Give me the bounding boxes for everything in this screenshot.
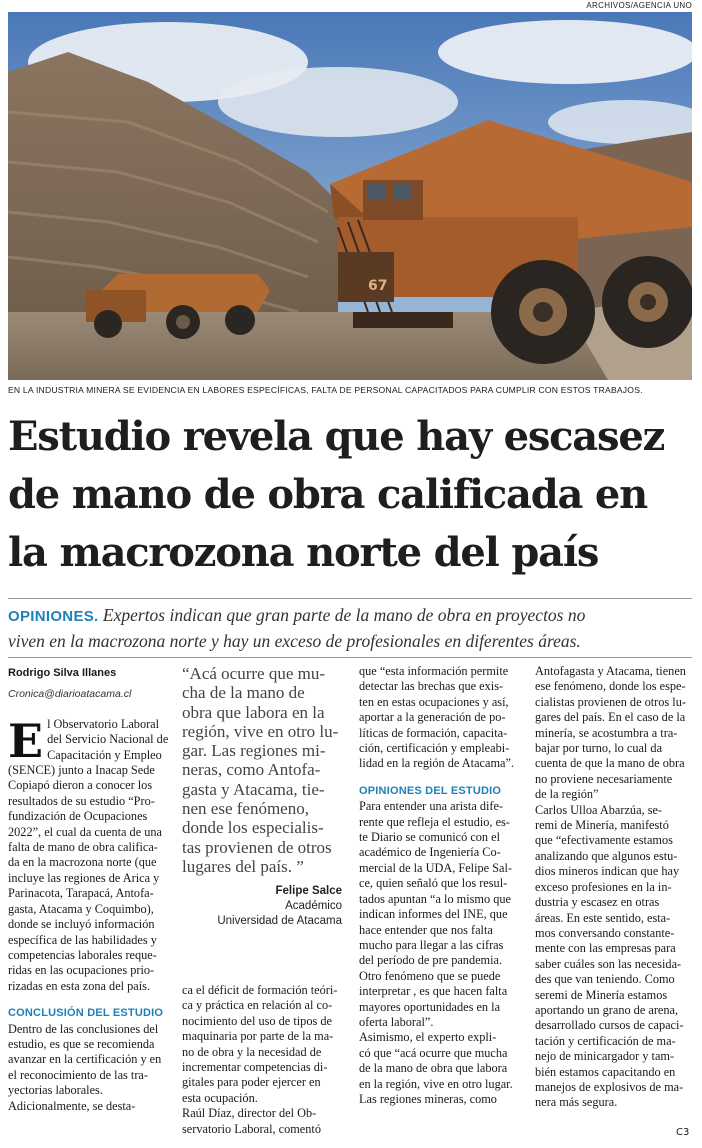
- col1-line: gasta, Atacama y Coquimbo),: [8, 901, 154, 916]
- col4-line: no proviene necesariamente: [535, 771, 673, 786]
- quote-line: gasta y Atacama, tie-: [182, 779, 325, 799]
- photo-caption: EN LA INDUSTRIA MINERA SE EVIDENCIA EN LABORES ESPECÍFICAS, FALTA DE PERSONAL CAPACITADOS PARA CUMPLIR CON ESTOS TRABAJOS.: [8, 385, 643, 395]
- column-1: [8, 664, 170, 1114]
- col4-line: des que van teniendo. Como: [535, 972, 675, 987]
- col4-line: dustria y escasez en otras: [535, 895, 660, 910]
- col4-line: seremi de Minería estamos: [535, 987, 668, 1002]
- col3-line: ción, certificación y empleabi-: [359, 741, 510, 756]
- col1-line: Parinacota, Tarapacá, Antofa-: [8, 886, 154, 901]
- col4-line: gares del país. En el caso de la: [535, 710, 686, 725]
- col1-line: incluye las regiones de Arica y: [8, 870, 160, 885]
- quote-line: región, vive en otro lu-: [182, 721, 339, 741]
- intro-paragraph: [8, 713, 170, 768]
- col4-line: que “efectivamente estamos: [535, 833, 673, 848]
- col3-line: aportar a la generación de po-: [359, 710, 506, 725]
- subhead-conclusion: CONCLUSIÓN DEL ESTUDIO: [8, 1007, 164, 1020]
- col1-line: (SENCE) junto a Inacap Sede: [8, 763, 155, 778]
- col1-line: falta de mano de obra califica-: [8, 840, 158, 855]
- col3-line: académico de Ingeniería Co-: [359, 845, 501, 860]
- quote-line: obra que labora en la: [182, 702, 325, 722]
- col3-line: Para entender una arista dife-: [359, 799, 504, 814]
- quote-text: [182, 664, 347, 876]
- col1-line: Adicionalmente, se desta-: [8, 1098, 136, 1113]
- col3-line: interpretar , es que hacen falta: [359, 984, 508, 999]
- col3-body-2: [359, 799, 525, 1107]
- col3-line: Otro fenómeno que se puede: [359, 968, 501, 983]
- mining-truck-illustration: [8, 12, 692, 380]
- divider-bottom: [8, 657, 692, 658]
- col3-line: Las regiones mineras, como: [359, 1091, 497, 1106]
- quote-line: lugares del país. ”: [182, 856, 304, 876]
- col1-line: estudio, es que se recomienda: [8, 1036, 155, 1051]
- col3-line: que “esta información permite: [359, 664, 509, 678]
- col1-line: competencias laborales reque-: [8, 947, 157, 962]
- col2-line: ca el déficit de formación teóri-: [182, 983, 338, 997]
- col3-line: en la región, vive en otro lugar.: [359, 1076, 513, 1091]
- col4-line: minería, se acostumbra a tra-: [535, 725, 678, 740]
- col3-line: lidad en la región de Atacama”.: [359, 756, 515, 771]
- headline-line-2: de mano de obra calificada en: [8, 471, 648, 518]
- quote-line: gar. Las regiones mi-: [182, 741, 326, 761]
- col2-line: esta ocupación.: [182, 1090, 258, 1105]
- quote-attribution: [182, 884, 342, 929]
- col4-line: bajar por turno, lo cual da: [535, 741, 663, 756]
- end-mark-icon: C3: [676, 1127, 690, 1138]
- col3-line: ce, quien señaló que los resul-: [359, 876, 508, 891]
- photo-credit: ARCHIVOS/AGENCIA UNO: [586, 1, 692, 10]
- col1-line: donde se incluyó información: [8, 917, 155, 932]
- column-2: [182, 983, 347, 1137]
- col2-body: [182, 983, 347, 1137]
- col1-intro-line: Capacitación y Empleo: [47, 747, 162, 762]
- col1-intro-line: del Servicio Nacional de: [47, 732, 169, 747]
- headline-line-1: Estudio revela que hay escasez: [8, 413, 665, 460]
- deck-text-1: Expertos indican que gran parte de la mano de obra en proyectos no: [98, 605, 586, 625]
- col1-line: el reconocimiento de las tra-: [8, 1067, 148, 1082]
- col4-line: dios mineros indican que hay: [535, 864, 680, 879]
- col1-line: fundización de Ocupaciones: [8, 809, 148, 824]
- headline-line-3: la macrozona norte del país: [8, 529, 599, 576]
- col1-line: avanzar en la certificación y en: [8, 1052, 162, 1067]
- column-3: [359, 664, 525, 1107]
- col3-line: mucho para llegar a las cifras: [359, 937, 504, 952]
- headline: [8, 408, 698, 582]
- quote-line: neras, como Antofa-: [182, 760, 321, 780]
- col1-line: rizadas en esta zona del país.: [8, 978, 151, 993]
- col1-line: Dentro de las conclusiones del: [8, 1021, 159, 1036]
- col4-line: áreas. En este sentido, esta-: [535, 910, 671, 925]
- col3-line: líticas de formación, capacita-: [359, 725, 508, 740]
- col3-line: mayores oportunidades en la: [359, 999, 501, 1014]
- col3-line: mercial de la UDA, Felipe Sal-: [359, 860, 512, 875]
- col1-line: específica de las habilidades y: [8, 932, 157, 947]
- col4-line: mos conversando constante-: [535, 925, 675, 940]
- col4-line: remi de Minería, manifestó: [535, 818, 669, 833]
- col3-line: tados apuntan “a lo mismo que: [359, 891, 511, 906]
- col4-line: tación y certificación de ma-: [535, 1033, 676, 1048]
- author-name: Rodrigo Silva Illanes: [8, 667, 117, 679]
- col3-line: indican informes del INE, que: [359, 907, 508, 922]
- col2-line: maquinaria por parte de la ma-: [182, 1029, 334, 1044]
- col1-line: ridas en las ocupaciones prio-: [8, 963, 155, 978]
- col1-body: [8, 763, 170, 994]
- col2-line: no de obra y la necesidad de: [182, 1044, 322, 1059]
- truck-number: 67: [368, 278, 388, 294]
- col4-line: analizando que algunos estu-: [535, 848, 678, 863]
- subhead-opiniones: OPINIONES DEL ESTUDIO: [359, 784, 502, 797]
- col4-line: desarrollado cursos de capaci-: [535, 1018, 684, 1033]
- divider-top: [8, 598, 692, 599]
- col3-line: del período de pre pandemia.: [359, 953, 503, 968]
- col3-line: de la mano de obra que labora: [359, 1061, 508, 1076]
- deck: [8, 603, 698, 653]
- col4-line: mente con las empresas para: [535, 941, 676, 956]
- quote-name: Felipe Salce: [275, 885, 342, 897]
- quote-line: donde los especialis-: [182, 818, 324, 838]
- col4-line: aportando un grano de arena,: [535, 1002, 679, 1017]
- deck-kicker: OPINIONES.: [8, 608, 99, 625]
- deck-line-2: viven en la macrozona norte y hay un exceso de profesionales en diferentes áreas.: [8, 631, 581, 651]
- col4-line: nejo de minicargador y tam-: [535, 1049, 675, 1064]
- col4-body: [535, 664, 697, 1111]
- col1-line: resultados de su estudio “Pro-: [8, 793, 155, 808]
- col4-line: bién estamos capacitando en: [535, 1064, 676, 1079]
- col1-line: yectorias laborales.: [8, 1083, 103, 1098]
- column-4: [535, 664, 697, 1111]
- col4-line: saber cuáles son las necesida-: [535, 956, 682, 971]
- col2-line: ca y práctica en relación al co-: [182, 998, 333, 1013]
- col3-line: detectar las brechas que exis-: [359, 679, 504, 694]
- quote-line: nen ese fenómeno,: [182, 799, 309, 819]
- col1-line: 2022”, el cual da cuenta de una: [8, 824, 162, 839]
- deck-line-1: [8, 603, 698, 629]
- col3-line: Asimismo, el experto expli-: [359, 1030, 497, 1045]
- author-email: Cronica@diarioatacama.cl: [8, 688, 132, 701]
- col4-line: ese fenómeno, donde los espe-: [535, 679, 686, 694]
- col3-line: rente que refleja el estudio, es-: [359, 814, 510, 829]
- col2-line: incrementar competencias di-: [182, 1060, 328, 1075]
- quote-role: Académico: [285, 900, 342, 912]
- quote-institution: Universidad de Atacama: [217, 915, 342, 927]
- col3-line: có que “acá ocurre que mucha: [359, 1045, 508, 1060]
- small-truck: [86, 274, 270, 339]
- pull-quote: [182, 664, 347, 876]
- col4-line: nera más segura.: [535, 1095, 618, 1110]
- col3-body: [359, 664, 525, 772]
- col3-line: oferta laboral”.: [359, 1014, 434, 1029]
- quote-line: “Acá ocurre que mu-: [182, 664, 326, 683]
- col2-line: Raúl Díaz, director del Ob-: [182, 1106, 317, 1121]
- dropcap: E: [8, 713, 44, 768]
- col3-line: ten en estas ocupaciones y así,: [359, 694, 509, 709]
- col1-body-2: [8, 1022, 170, 1114]
- col4-line: cuenta de que la mano de obra: [535, 756, 685, 771]
- col4-line: de la región”: [535, 787, 599, 802]
- col4-line: exceso profesiones en la in-: [535, 879, 672, 894]
- mining-truck-photo: [8, 12, 692, 380]
- col1-line: da en la macrozona norte (que: [8, 855, 157, 870]
- col2-line: servatorio Laboral, comentó: [182, 1121, 321, 1136]
- col4-line: manejos de explosivos de ma-: [535, 1079, 684, 1094]
- col1-line: Copiapó dieron a conocer los: [8, 778, 153, 793]
- col3-line: te Diario se comunicó con el: [359, 830, 501, 845]
- quote-line: cha de la mano de: [182, 683, 305, 703]
- col1-intro-line: l Observatorio Laboral: [47, 716, 160, 731]
- col4-line: Antofagasta y Atacama, tienen: [535, 664, 686, 678]
- col2-line: nocimiento del uso de tipos de: [182, 1013, 332, 1028]
- col4-line: cialistas provienen de otros lu-: [535, 694, 686, 709]
- col2-line: gitales para poder ejercer en: [182, 1075, 321, 1090]
- quote-line: tas provienen de otros: [182, 837, 332, 857]
- col3-line: hace entender que nos falta: [359, 922, 493, 937]
- col4-line: Carlos Ulloa Abarzúa, se-: [535, 802, 663, 817]
